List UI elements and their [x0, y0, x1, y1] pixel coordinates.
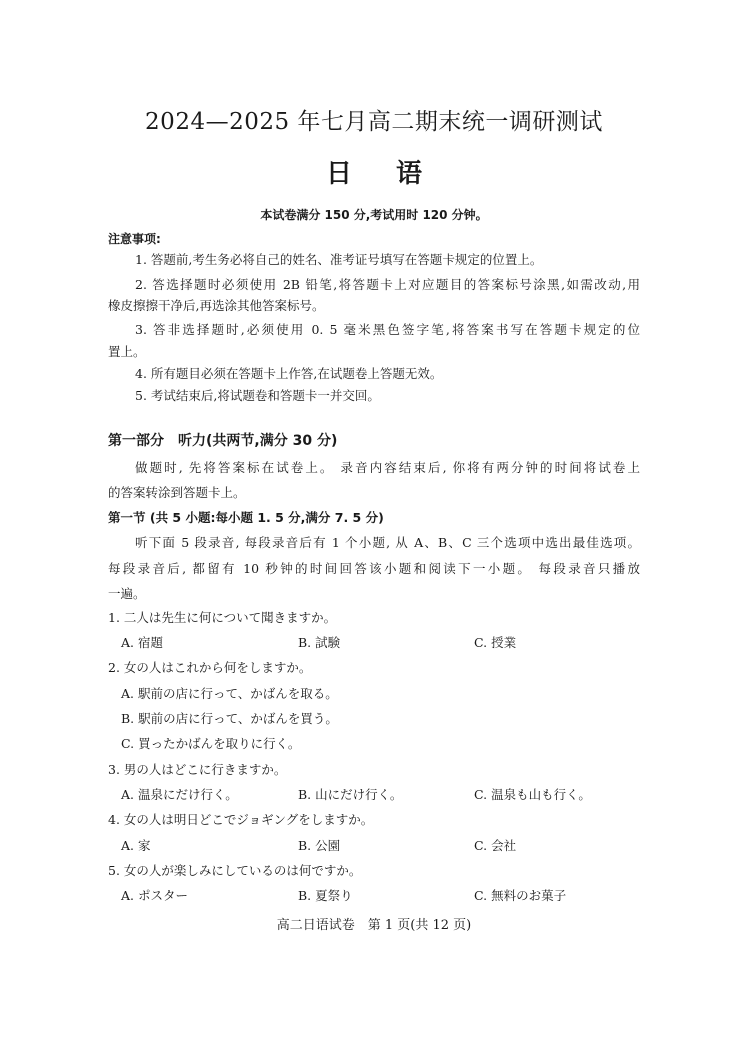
question-3-option-b: B. 山にだけ行く。: [298, 787, 403, 802]
exam-info: 本试卷满分 150 分,考试用时 120 分钟。: [260, 208, 488, 222]
notice-item-4: 4. 所有题目必须在答题卡上作答,在试题卷上答题无效。: [135, 366, 443, 381]
question-5-option-a: A. ポスター: [121, 888, 188, 903]
section1-intro-b: [108, 559, 640, 577]
notice-heading: 注意事项:: [108, 232, 161, 246]
part1-intro-b: 的答案转涂到答题卡上。: [108, 485, 246, 500]
section1-intro-c: 一遍。: [108, 586, 146, 601]
subject-char-1: 日: [325, 159, 352, 189]
section1-intro-b-text: 每段录音后, 都留有 10 秒钟的时间回答该小题和阅读下一小题。 每段录音只播放: [108, 561, 640, 576]
notice-item-5: 5. 考试结束后,将试题卷和答题卡一并交回。: [135, 388, 380, 403]
question-5: 5. 女の人が楽しみにしているのは何ですか。: [108, 863, 362, 878]
page-footer: 高二日语试卷 第 1 页(共 12 页): [276, 918, 472, 933]
question-3-option-c: C. 温泉も山も行く。: [474, 787, 591, 802]
question-2-option-c: C. 買ったかばんを取りに行く。: [121, 736, 301, 751]
notice-item-3a: [135, 320, 640, 338]
question-1-option-b: B. 試験: [298, 635, 341, 650]
question-2-option-a: A. 駅前の店に行って、かばんを取る。: [121, 686, 338, 701]
question-1-option-a: A. 宿題: [121, 635, 163, 650]
question-4-option-b: B. 公園: [298, 838, 341, 853]
subject-title: [0, 153, 748, 190]
subject-char-2: 语: [396, 159, 423, 189]
question-1: 1. 二人は先生に何について聞きますか。: [108, 610, 337, 625]
question-2: 2. 女の人はこれから何をしますか。: [108, 660, 312, 675]
notice-item-3a-text: 3. 答非选择题时,必须使用 0. 5 毫米黑色签字笔,将答案书写在答题卡规定的位: [135, 322, 640, 337]
question-4: 4. 女の人は明日どこでジョギングをしますか。: [108, 812, 374, 827]
question-5-option-b: B. 夏祭り: [298, 888, 353, 903]
exam-title: 2024—2025 年七月高二期末统一调研测试: [145, 109, 603, 135]
section1-heading: 第一节 (共 5 小题:每小题 1. 5 分,满分 7. 5 分): [108, 510, 384, 525]
part1-heading: 第一部分 听力(共两节,满分 30 分): [108, 433, 338, 449]
question-3-option-a: A. 温泉にだけ行く。: [121, 787, 238, 802]
notice-item-1: 1. 答题前,考生务必将自己的姓名、准考证号填写在答题卡规定的位置上。: [135, 252, 543, 267]
question-5-option-c: C. 無料のお菓子: [474, 888, 567, 903]
notice-item-2a: [135, 275, 640, 293]
question-4-option-c: C. 会社: [474, 838, 517, 853]
question-1-option-c: C. 授業: [474, 635, 517, 650]
section1-intro-a-text: 听下面 5 段录音, 每段录音后有 1 个小题, 从 A、B、C 三个选项中选出最佳选项。: [135, 535, 640, 550]
notice-item-2b: 橡皮擦擦干净后,再选涂其他答案标号。: [108, 298, 325, 313]
section1-intro-a: [135, 533, 640, 551]
question-2-option-b: B. 駅前の店に行って、かばんを買う。: [121, 711, 338, 726]
part1-intro-a-text: 做题时, 先将答案标在试卷上。 录音内容结束后, 你将有两分钟的时间将试卷上: [135, 460, 640, 475]
question-4-option-a: A. 家: [121, 838, 151, 853]
notice-item-3b: 置上。: [108, 344, 146, 359]
notice-item-2a-text: 2. 答选择题时必须使用 2B 铅笔,将答题卡上对应题目的答案标号涂黑,如需改动,用: [135, 277, 640, 292]
question-3: 3. 男の人はどこに行きますか。: [108, 762, 287, 777]
part1-intro-a: [135, 458, 640, 476]
